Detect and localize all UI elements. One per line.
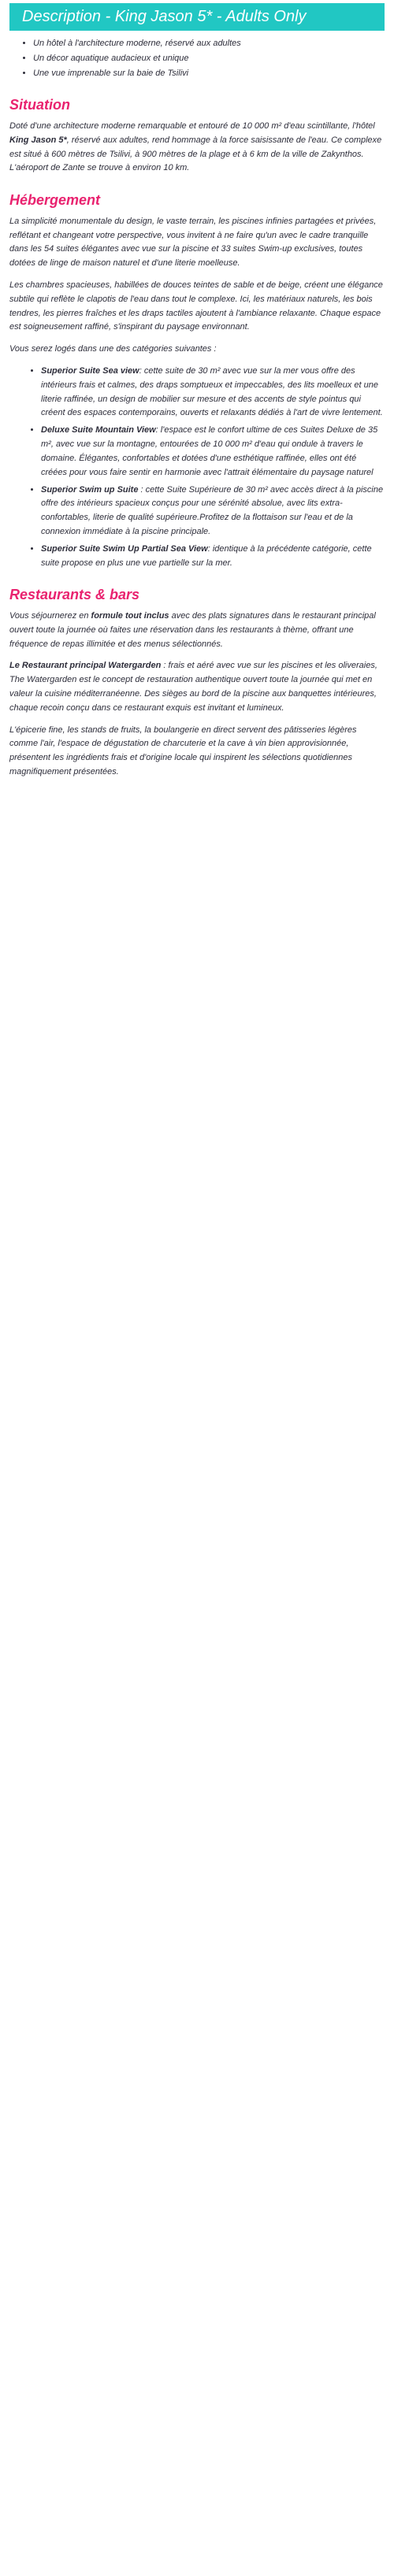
- hebergement-paragraph-3: Vous serez logés dans une des catégories suivantes :: [9, 344, 217, 354]
- highlight-item: • Un décor aquatique audacieux et unique: [33, 52, 385, 66]
- section-heading-situation: Situation: [9, 97, 70, 113]
- suite-name: Deluxe Suite Mountain View: [41, 425, 156, 436]
- hebergement-paragraph-2: Les chambres spacieuses, habillées de douces teintes de sable et de beige, créent une élégance subtile qui reflète le clapotis de l'eau dans tout le complexe. Ici, les matériaux naturels, les bois tendres, les pierres fraîches et les draps tactiles ajoutent à l'ambiance relaxante. Chaque espace est soigneusement raffiné, s'inspirant du paysage environnant.: [9, 280, 383, 332]
- text-run: avec des plats signatures dans le restaurant principal ouvert toute la journée où faites une réservation dans les restaurants à thème, offrant une fréquence de repas illimitée et des menus sélectionnés.: [9, 610, 376, 649]
- suite-name: Superior Suite Swim Up Partial Sea View: [41, 543, 208, 554]
- suite-item: [41, 484, 385, 539]
- restaurant-name: Le Restaurant principal Watergarden: [9, 661, 162, 671]
- page-title: Description - King Jason 5* - Adults Only: [22, 8, 307, 25]
- section-heading-restaurants: Restaurants & bars: [9, 587, 140, 603]
- page: [0, 0, 394, 806]
- suite-desc: : identique à la précédente catégorie, cette suite propose en plus une vue partielle sur la mer.: [41, 543, 372, 568]
- epicerie-paragraph: L'épicerie fine, les stands de fruits, la boulangerie en direct servent des pâtisseries légères comme l'air, l'espace de dégustation de charcuterie et la cave à vin bien approvisionnée, présentent les ingrédients frais et d'origine locale qui inspirent les sélections quotidiennes magnifiquement présentées.: [9, 725, 357, 777]
- watergarden-paragraph: [9, 659, 385, 715]
- suite-item: [41, 365, 385, 421]
- hotel-name: King Jason 5*: [9, 135, 67, 145]
- suite-name: Superior Suite Sea view: [41, 366, 139, 376]
- page-title-banner: [9, 3, 385, 31]
- restaurants-intro: [9, 610, 385, 651]
- suite-desc: : l'espace est le confort ultime de ces Suites Deluxe de 35 m², avec vue sur la montagne, entourées de 10 000 m² d'eau qui ondule à travers le domaine. Élégantes, confortables et dotées d'une esthétique raffinée, elles ont été créées pour vous faire sentir en harmonie avec l'attrait élémentaire du paysage naturel: [41, 425, 378, 477]
- suite-name: Superior Swim up Suite: [41, 484, 139, 495]
- suite-desc: : cette Suite Supérieure de 30 m² avec accès direct à la piscine offre des intérieurs spacieux conçus pour une sérénité absolue, avec lits extra-confortables, literie de qualité supérieure.Profitez de la flottaison sur l'eau et de la connexion immédiate à la piscine principale.: [41, 484, 384, 536]
- highlight-item: • Une vue imprenable sur la baie de Tsilivi: [33, 67, 385, 81]
- all-inclusive-label: formule tout inclus: [91, 610, 169, 621]
- suite-item: [41, 424, 385, 480]
- hebergement-paragraph-1: La simplicité monumentale du design, le vaste terrain, les piscines infinies partagées et privées, reflétant et changeant votre perspective, vous invitent à ne faire qu'un avec le cadre tranquille dans les 54 suites élégantes avec vue sur la piscine et 33 suites Swim-up exclusives, toutes dotées de linge de maison naturel et d'une literie moelleuse.: [9, 216, 377, 269]
- highlight-item: • Un hôtel à l'architecture moderne, réservé aux adultes: [33, 37, 385, 51]
- highlights-list: [9, 37, 385, 80]
- text-run: Doté d'une architecture moderne remarquable et entouré de 10 000 m² d'eau scintillante, l'hôtel: [9, 120, 375, 131]
- suite-item: [41, 543, 385, 571]
- text-run: , réservé aux adultes, rend hommage à la force saisissante de l'eau. Ce complexe est situé à 600 mètres de Tsilivi, à 900 mètres de la plage et à 6 km de la ville de Zakynthos. L'aéroport de Zante se trouve à environ 10 km.: [9, 135, 382, 173]
- text-run: Vous séjournerez en: [9, 610, 91, 621]
- text-run: : frais et aéré avec vue sur les piscines et les oliveraies, The Watergarden est le concept de restauration authentique ouvert toute la journée qui met en valeur la cuisine méditerranéenne. Des sièges au bord de la piscine aux banquettes intérieures, chaque recoin conçu dans ce restaurant exquis est invitant et lumineux.: [9, 661, 377, 713]
- suite-desc: : cette suite de 30 m² avec vue sur la mer vous offre des intérieurs frais et calmes, des draps somptueux et impeccables, des lits moelleux et une literie raffinée, un design de mobilier sur mesure et des accents de style pointus qui créent des espaces contemporains, ouverts et relaxants dédiés à l'art de vivre lentement.: [41, 366, 383, 418]
- section-heading-hebergement: Hébergement: [9, 192, 101, 209]
- suite-list: [9, 365, 385, 570]
- situation-paragraph: [9, 120, 385, 176]
